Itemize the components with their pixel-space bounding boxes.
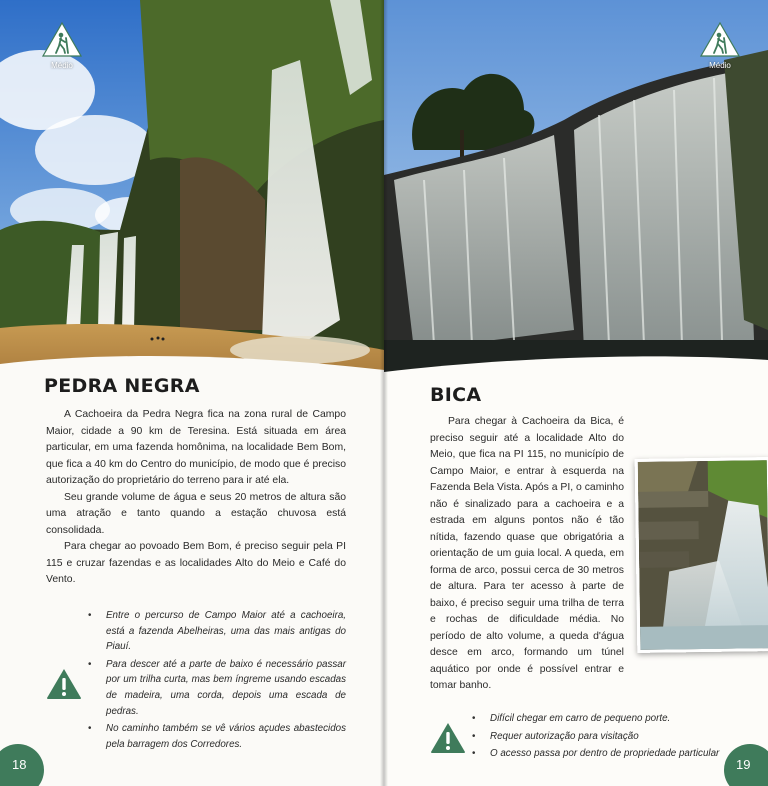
list-item: • Requer autorização para visitação xyxy=(490,729,722,745)
list-item: • Para descer até a parte de baixo é necessário passar por um trilha curta, mas bem íngreme usando escadas de madeira, uma corda, depois uma escada de pedras. xyxy=(106,657,346,719)
difficulty-label: Médio xyxy=(51,61,73,70)
bica-inset-photo xyxy=(635,457,768,653)
right-page xyxy=(384,0,768,786)
page-title: BICA xyxy=(430,384,482,406)
paragraph: A Cachoeira da Pedra Negra fica na zona rural de Campo Maior, cidade a 90 km de Teresina. Está situada em área particular, em uma fazenda homônima, na localidade Bem Bom, que fica a 40 km do Centro do município, de modo que é preciso autorização do proprietário do terreno para ir até ela. xyxy=(46,409,346,486)
body-text xyxy=(46,407,346,589)
page-title: PEDRA NEGRA xyxy=(44,375,200,397)
warning-icon xyxy=(46,668,82,700)
difficulty-badge xyxy=(700,22,740,72)
tips-list xyxy=(106,608,346,754)
list-item: • O acesso passa por dentro de propriedade particular xyxy=(490,746,722,762)
tips-list xyxy=(490,711,722,764)
paragraph: Para chegar à Cachoeira da Bica, é preciso seguir até a localidade Alto do Meio, que fica na PI 115, no município de Campo Maior, e entrar à esquerda na Fazenda Bela Vista. Após a PI, o caminho não é sinalizado para a cachoeira e a estrada em alguns pontos não é tão nítida, fazendo quase que obrigatória a orientação de um guia local. A queda, em forma de arco, possui cerca de 30 metros de altura. Para ter acesso à parte de baixo, é preciso seguir uma trilha de terra e rochas de dificuldade média. No período de alto volume, a queda d'água desce em arco, formando um túnel aquático por onde é possível entrar e tomar banho. xyxy=(430,416,624,691)
page-number: 18 xyxy=(12,757,27,772)
page-number-badge xyxy=(0,744,44,786)
list-item: • Difícil chegar em carro de pequeno porte. xyxy=(490,711,722,727)
page-number-badge xyxy=(724,744,768,786)
list-item: • Entre o percurso de Campo Maior até a cachoeira, está a fazenda Abelheiras, uma das mais antigas do Piauí. xyxy=(106,608,346,655)
book-gutter xyxy=(380,0,388,786)
warning-icon xyxy=(430,722,466,754)
difficulty-label: Médio xyxy=(709,61,731,70)
list-item: • No caminho também se vê vários açudes abastecidos pela barragem dos Corredores. xyxy=(106,721,346,752)
body-text xyxy=(430,414,624,695)
hiker-icon xyxy=(42,22,82,58)
difficulty-badge xyxy=(42,22,82,72)
paragraph: Seu grande volume de água e seus 20 metros de altura são uma atração e tanto quando a estação chuvosa está consolidada. xyxy=(46,491,346,536)
page-number: 19 xyxy=(736,757,751,772)
hiker-icon xyxy=(700,22,740,58)
paragraph: Para chegar ao povoado Bem Bom, é preciso seguir pela PI 115 e cruzar fazendas e as localidades Alto do Meio e Café do Vento. xyxy=(46,541,346,585)
